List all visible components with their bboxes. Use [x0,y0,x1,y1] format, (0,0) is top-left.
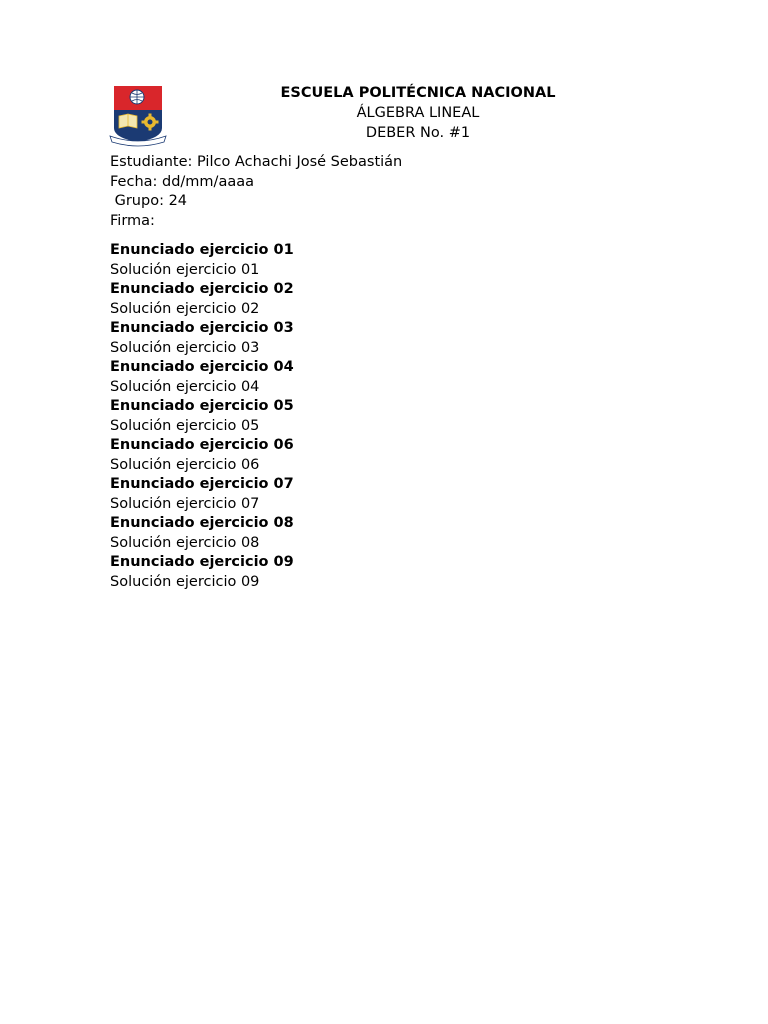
exercise-solution: Solución ejercicio 03 [110,339,260,356]
exercise-statement: Enunciado ejercicio 09 [110,554,294,570]
exercise-statement: Enunciado ejercicio 01 [110,242,294,258]
exercise-solution: Solución ejercicio 09 [110,573,260,590]
course-name: ÁLGEBRA LINEAL [356,105,480,121]
exercise-solution: Solución ejercicio 01 [110,261,260,278]
exercise-solution: Solución ejercicio 06 [110,456,260,473]
school-name: ESCUELA POLITÉCNICA NACIONAL [280,85,556,101]
exercise-solution: Solución ejercicio 07 [110,495,260,512]
exercise-statement: Enunciado ejercicio 07 [110,476,294,492]
exercise-statement: Enunciado ejercicio 08 [110,515,294,531]
exercise-solution: Solución ejercicio 05 [110,417,260,434]
exercise-solution: Solución ejercicio 08 [110,534,260,551]
exercise-list [110,241,294,592]
student-info [110,153,402,231]
university-crest-icon [109,84,167,148]
group-field: Grupo: 24 [110,193,188,209]
exercise-statement: Enunciado ejercicio 04 [110,359,294,375]
date-field: Fecha: dd/mm/aaaa [110,173,254,190]
signature-field: Firma: [110,212,155,229]
student-name: Estudiante: Pilco Achachi José Sebastián [110,154,403,170]
exercise-statement: Enunciado ejercicio 05 [110,398,294,414]
assignment-title: DEBER No. #1 [365,125,471,141]
exercise-statement: Enunciado ejercicio 02 [110,281,294,297]
exercise-statement: Enunciado ejercicio 06 [110,437,294,453]
exercise-solution: Solución ejercicio 02 [110,300,260,317]
exercise-statement: Enunciado ejercicio 03 [110,320,294,336]
exercise-solution: Solución ejercicio 04 [110,378,260,395]
